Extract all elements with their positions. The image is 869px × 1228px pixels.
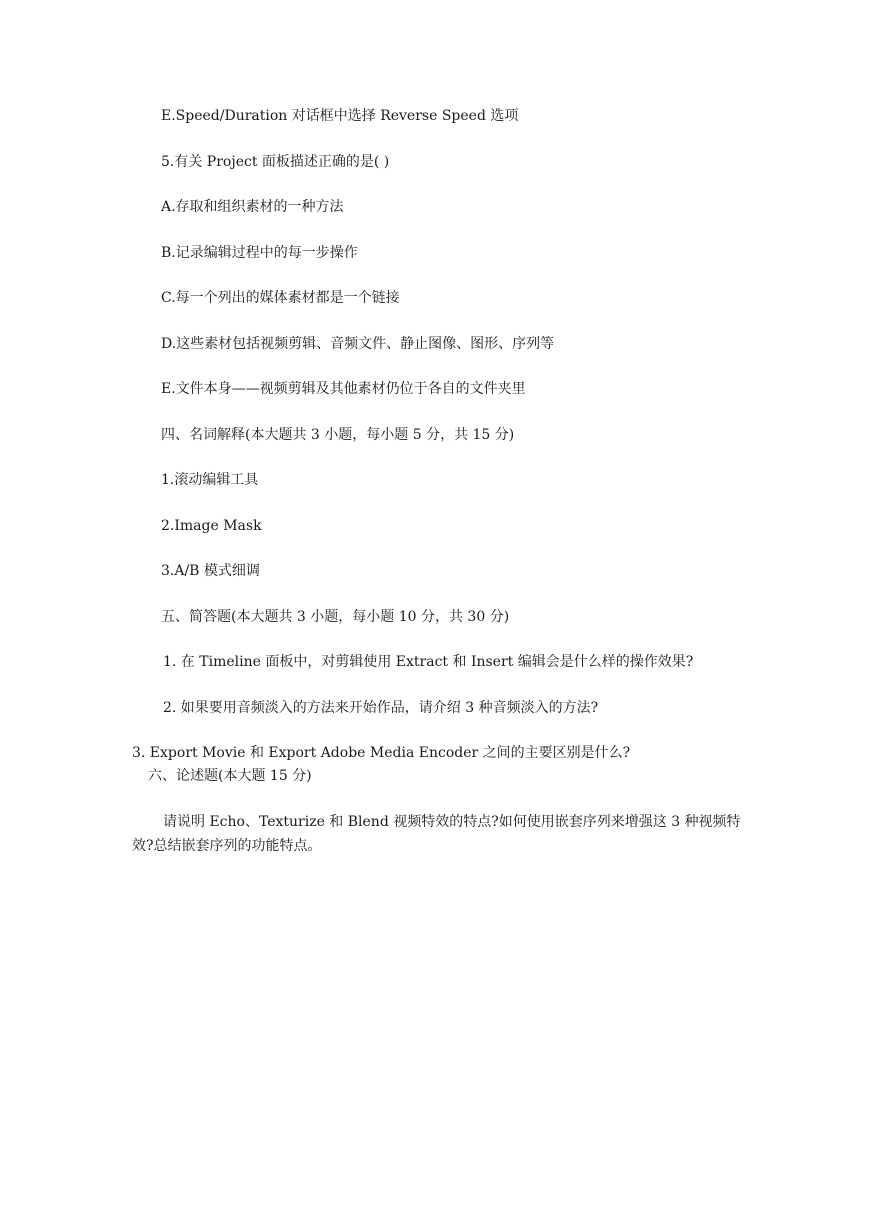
short-answer-1: 1. 在 Timeline 面板中，对剪辑使用 Extract 和 Insert 编辑会是什么样的操作效果? <box>163 654 694 670</box>
option-c: C.每一个列出的媒体素材都是一个链接 <box>161 290 400 306</box>
option-a: A.存取和组织素材的一种方法 <box>161 199 344 215</box>
section-6-heading: 六、论述题(本大题 15 分) <box>148 768 312 784</box>
term-1: 1.滚动编辑工具 <box>161 472 259 488</box>
section-5-heading: 五、简答题(本大题共 3 小题，每小题 10 分，共 30 分) <box>161 609 510 625</box>
short-answer-2: 2. 如果要用音频淡入的方法来开始作品，请介绍 3 种音频淡入的方法? <box>163 700 599 716</box>
term-3: 3.A/B 模式细调 <box>161 563 260 579</box>
option-e-reverse-speed: E.Speed/Duration 对话框中选择 Reverse Speed 选项 <box>161 108 519 124</box>
option-b: B.记录编辑过程中的每一步操作 <box>161 245 358 261</box>
essay-question: 请说明 Echo、Texturize 和 Blend 视频特效的特点?如何使用嵌套序列来增强这 3 种视频特效?总结嵌套序列的功能特点。 <box>132 814 741 854</box>
option-e: E.文件本身——视频剪辑及其他素材仍位于各自的文件夹里 <box>161 381 526 397</box>
term-2: 2.Image Mask <box>161 518 262 534</box>
short-answer-3: 3. Export Movie 和 Export Adobe Media Encoder 之间的主要区别是什么? <box>132 745 631 761</box>
option-d: D.这些素材包括视频剪辑、音频文件、静止图像、图形、序列等 <box>161 336 555 352</box>
section-4-heading: 四、名词解释(本大题共 3 小题，每小题 5 分，共 15 分) <box>161 427 515 443</box>
question-5: 5.有关 Project 面板描述正确的是( ) <box>161 154 390 170</box>
